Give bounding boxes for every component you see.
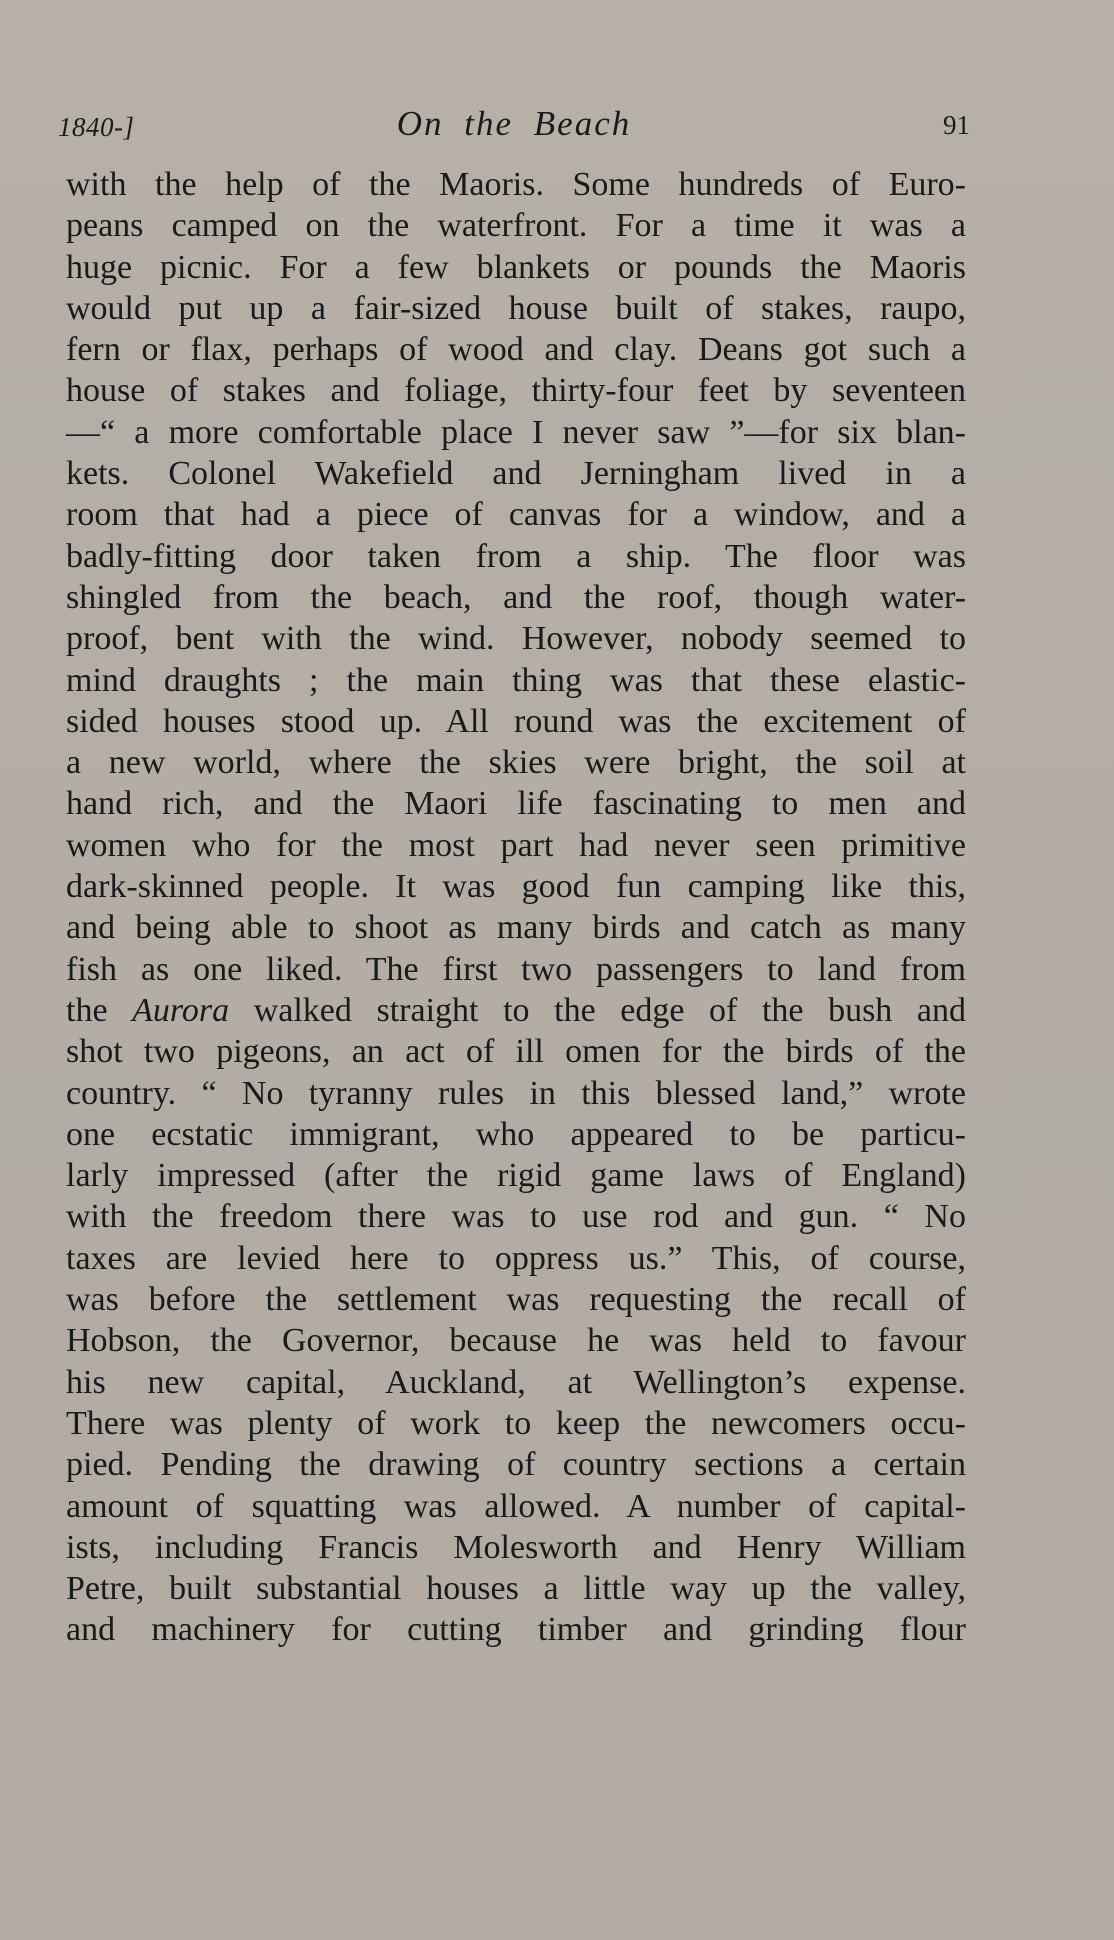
- text-line: larly impressed (after the rigid game laws of England): [66, 1157, 966, 1195]
- text-line: and being able to shoot as many birds and catch as many: [66, 909, 966, 947]
- running-head: [58, 104, 970, 148]
- text-line: Hobson, the Governor, because he was held to favour: [66, 1322, 966, 1360]
- text-line: peans camped on the waterfront. For a time it was a: [66, 207, 966, 245]
- text-line: house of stakes and foliage, thirty-four feet by seventeen: [66, 372, 966, 410]
- text-line: and machinery for cutting timber and grinding flour: [66, 1611, 966, 1649]
- text-line: women who for the most part had never seen primitive: [66, 826, 966, 864]
- text-line: amount of squatting was allowed. A number of capital-: [66, 1487, 966, 1525]
- text-line: a new world, where the skies were bright, the soil at: [66, 744, 966, 782]
- text-line: shingled from the beach, and the roof, though water-: [66, 578, 966, 616]
- text-line: badly-fitting door taken from a ship. The floor was: [66, 537, 966, 575]
- text-line: Petre, built substantial houses a little way up the valley,: [66, 1570, 966, 1608]
- text-line: kets. Colonel Wakefield and Jerningham lived in a: [66, 455, 966, 493]
- page-number: 91: [943, 110, 970, 140]
- text-line: huge picnic. For a few blankets or pounds the Maoris: [66, 248, 966, 286]
- text-line: room that had a piece of canvas for a window, and a: [66, 496, 966, 534]
- chapter-year-marker: 1840-]: [58, 112, 135, 142]
- body-text: [66, 164, 966, 1651]
- text-line: country. “ No tyranny rules in this blessed land,” wrote: [66, 1074, 966, 1112]
- chapter-title: On the Beach: [396, 104, 632, 143]
- text-line: taxes are levied here to oppress us.” This, of course,: [66, 1239, 966, 1277]
- ship-name: Aurora: [132, 991, 230, 1029]
- text-line: pied. Pending the drawing of country sections a certain: [66, 1446, 966, 1484]
- text-line: shot two pigeons, an act of ill omen for the birds of the: [66, 1033, 966, 1071]
- text-line: the Aurora walked straight to the edge of the bush and: [66, 991, 966, 1029]
- text-line: There was plenty of work to keep the newcomers occu-: [66, 1404, 966, 1442]
- text-line: proof, bent with the wind. However, nobody seemed to: [66, 620, 966, 658]
- text-line: ists, including Francis Molesworth and Henry William: [66, 1528, 966, 1566]
- text-line: fish as one liked. The first two passengers to land from: [66, 950, 966, 988]
- text-line: fern or flax, perhaps of wood and clay. Deans got such a: [66, 331, 966, 369]
- text-line: mind draughts ; the main thing was that these elastic-: [66, 661, 966, 699]
- text-line: with the help of the Maoris. Some hundreds of Euro-: [66, 166, 966, 203]
- text-line: sided houses stood up. All round was the excitement of: [66, 702, 966, 740]
- text-line: —“ a more comfortable place I never saw ”—for six blan-: [66, 413, 966, 451]
- text-line: was before the settlement was requesting the recall of: [66, 1281, 966, 1319]
- text-line: dark-skinned people. It was good fun camping like this,: [66, 868, 966, 906]
- text-line: would put up a fair-sized house built of stakes, raupo,: [66, 289, 966, 327]
- text-line: with the freedom there was to use rod and gun. “ No: [66, 1198, 966, 1236]
- text-line: one ecstatic immigrant, who appeared to be particu-: [66, 1115, 966, 1153]
- text-line: his new capital, Auckland, at Wellington’s expense.: [66, 1363, 966, 1401]
- text-line: hand rich, and the Maori life fascinating to men and: [66, 785, 966, 823]
